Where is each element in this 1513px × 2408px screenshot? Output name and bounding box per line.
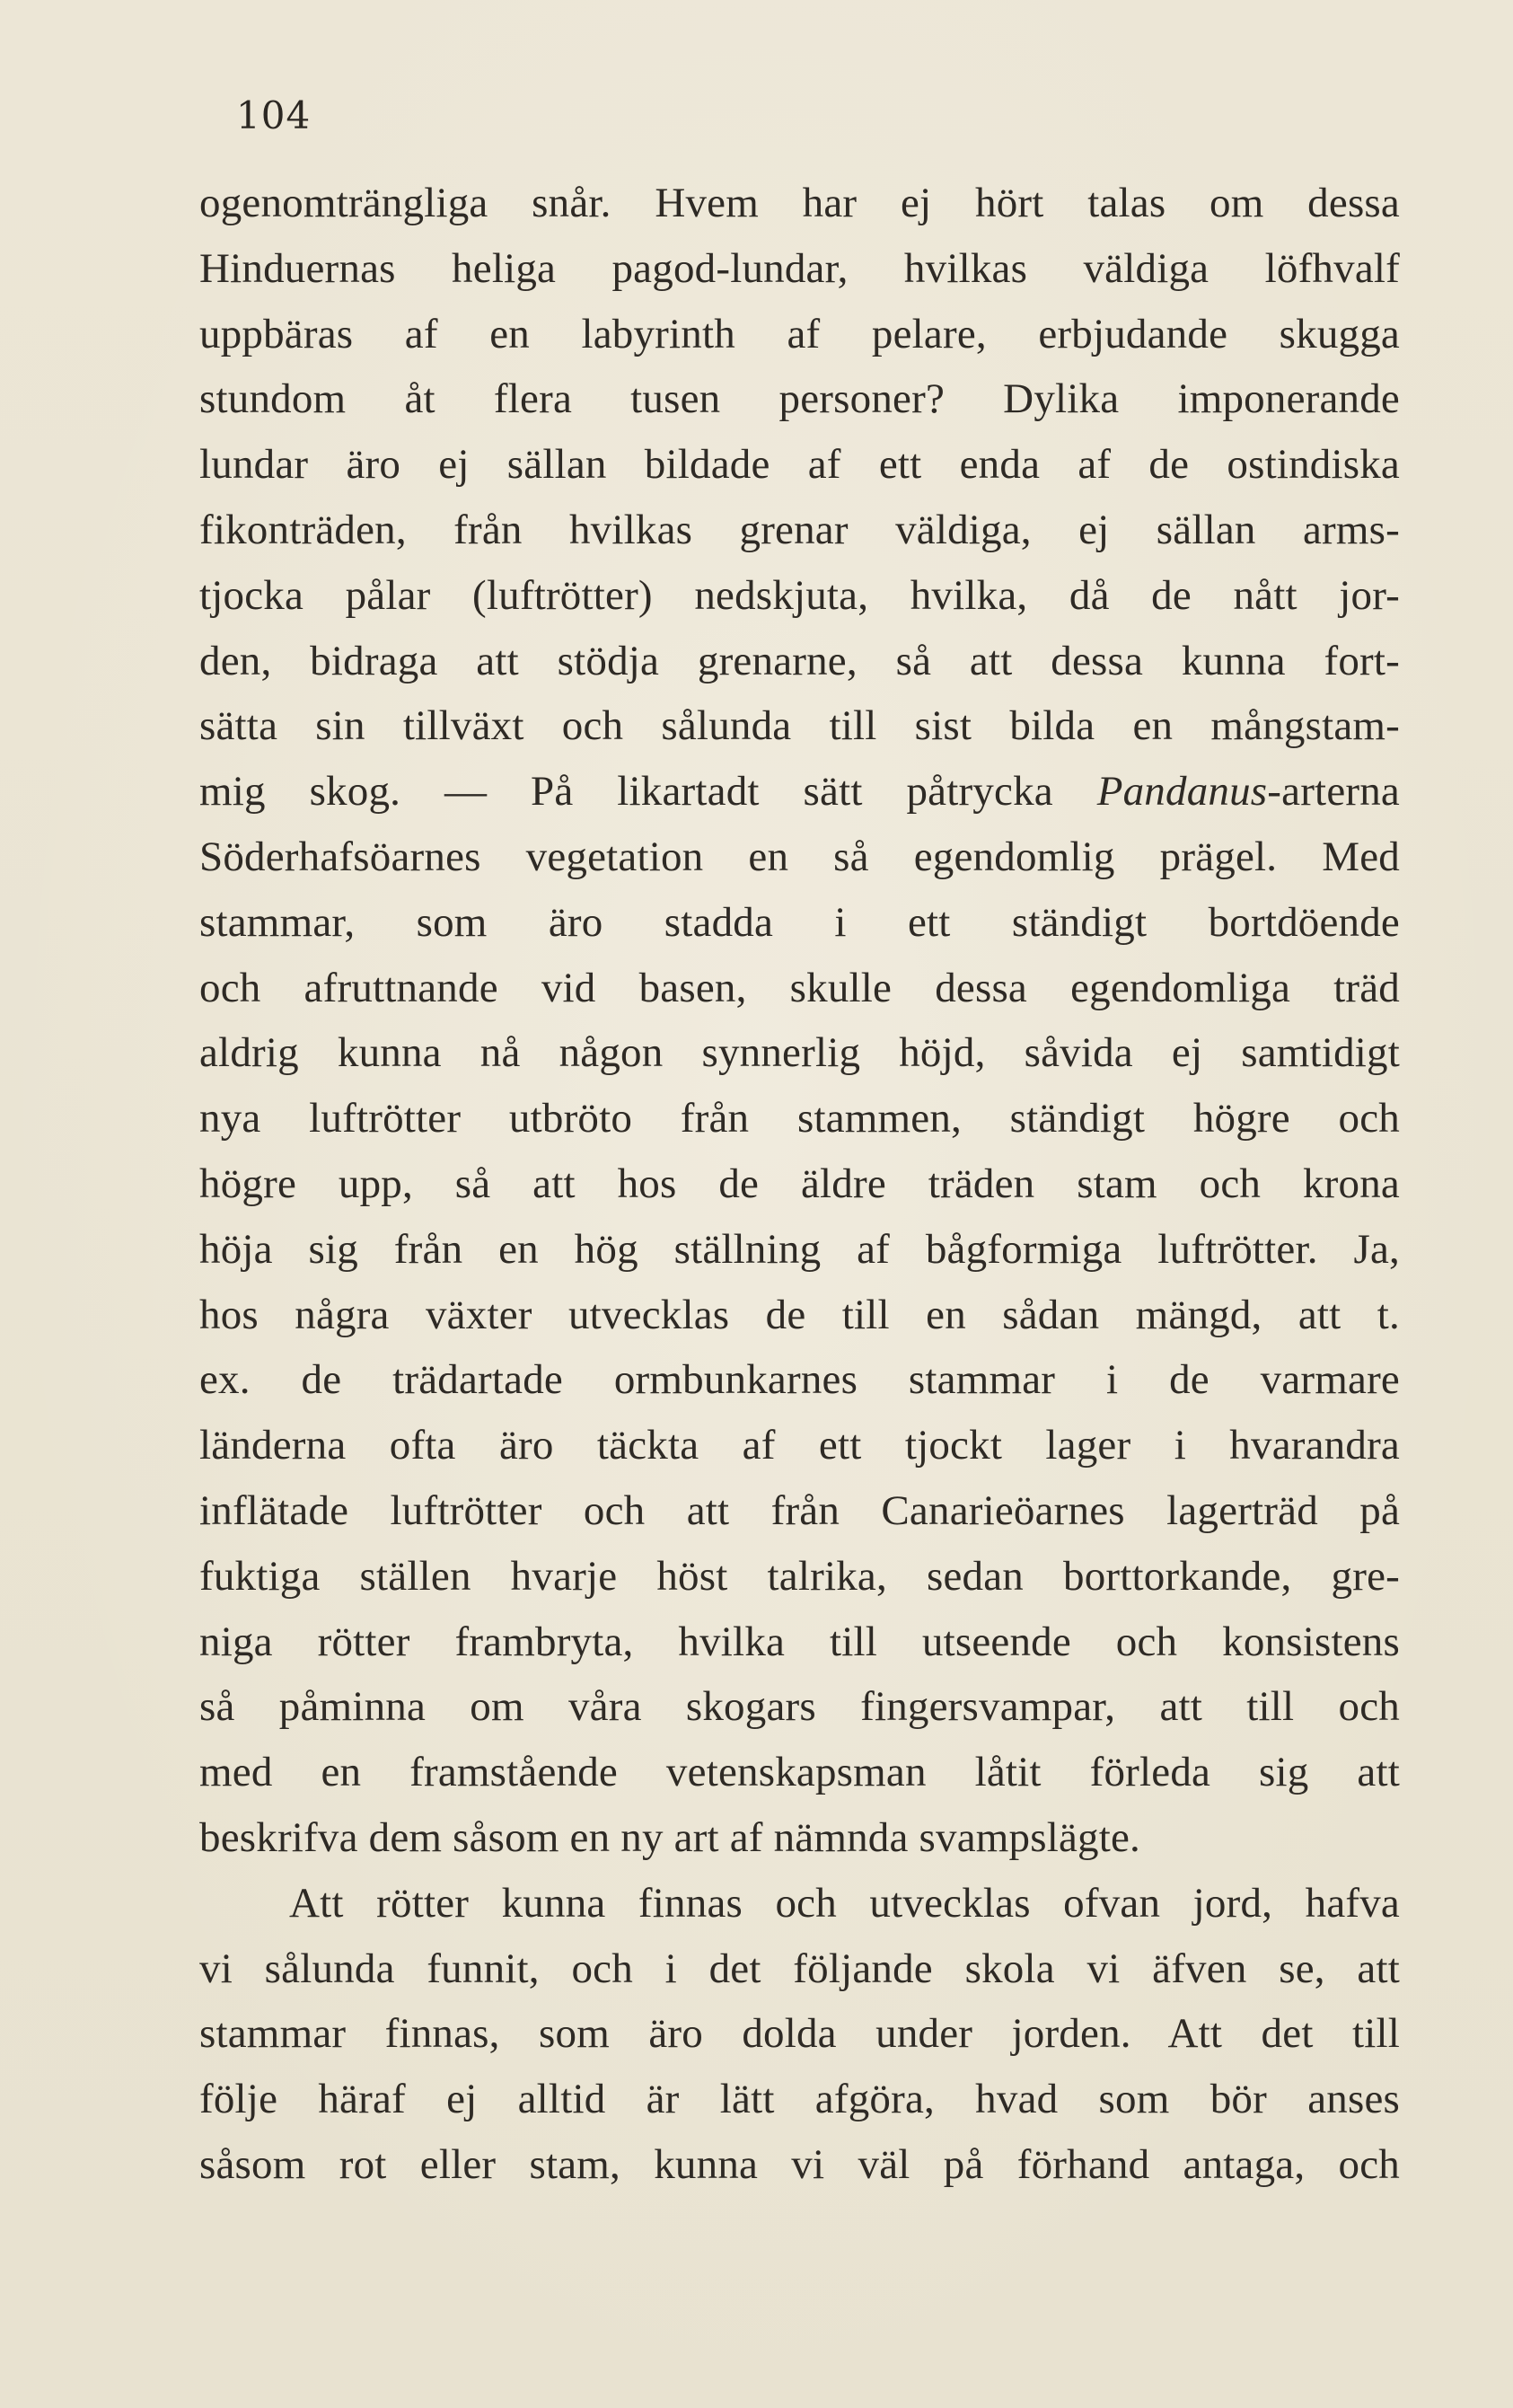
text-line: nya luftrötter utbröto från stammen, ständigt högre och	[199, 1095, 1400, 1142]
text-segment: mig skog. — På likartadt sätt påtrycka	[199, 768, 1097, 816]
text-line: inflätade luftrötter och att från Canarieöarnes lagerträd på	[199, 1487, 1400, 1534]
text-line: den, bidraga att stödja grenarne, så att dessa kunna fort-	[199, 637, 1400, 684]
text-line: fuktiga ställen hvarje höst talrika, sedan borttorkande, gre-	[199, 1552, 1400, 1600]
text-line: stammar, som äro stadda i ett ständigt bortdöende	[199, 898, 1400, 946]
text-line: tjocka pålar (luftrötter) nedskjuta, hvilka, då de nått jor-	[199, 571, 1400, 619]
text-line: beskrifva dem såsom en ny art af nämnda svampslägte.	[199, 1814, 1141, 1861]
text-line: stammar finnas, som äro dolda under jorden. Att det till	[199, 2010, 1400, 2058]
text-line: så påminna om våra skogars fingersvampar, att till och	[199, 1683, 1400, 1731]
text-line-with-italic	[199, 759, 1400, 825]
text-line: ogenomträngliga snår. Hvem har ej hört talas om dessa	[199, 180, 1400, 226]
text-line: stundom åt flera tusen personer? Dylika imponerande	[199, 375, 1400, 423]
text-line: med en framstående vetenskapsman låtit förleda sig att	[199, 1749, 1400, 1796]
text-line: aldrig kunna nå någon synnerlig höjd, såvida ej samtidigt	[199, 1029, 1400, 1077]
text-line: ex. de trädartade ormbunkarnes stammar i de varmare	[199, 1356, 1400, 1404]
text-line: länderna ofta äro täckta af ett tjockt lager i hvarandra	[199, 1422, 1400, 1469]
italic-genus-name: Pandanus	[1096, 768, 1268, 816]
text-line: högre upp, så att hos de äldre träden stam och krona	[199, 1160, 1400, 1207]
text-line: fikonträden, från hvilkas grenar väldiga, ej sällan arms-	[199, 507, 1400, 553]
text-line: lundar äro ej sällan bildade af ett enda af de ostindiska	[199, 441, 1400, 489]
text-line: såsom rot eller stam, kunna vi väl på förhand antaga, och	[199, 2141, 1400, 2188]
text-line: uppbäras af en labyrinth af pelare, erbjudande skugga	[199, 310, 1400, 357]
text-line: vi sålunda funnit, och i det följande skola vi äfven se, att	[199, 1945, 1400, 1992]
text-line: Hinduernas heliga pagod-lundar, hvilkas väldiga löfhvalf	[199, 244, 1400, 292]
text-line: niga rötter frambryta, hvilka till utseende och konsistens	[199, 1618, 1400, 1665]
text-line: höja sig från en hög ställning af bågformiga luftrötter. Ja,	[199, 1225, 1400, 1273]
text-segment: -arterna	[1267, 768, 1400, 816]
text-line: sätta sin tillväxt och sålunda till sist bilda en mångstam-	[199, 702, 1400, 750]
text-line: följe häraf ej alltid är lätt afgöra, hvad som bör anses	[199, 2076, 1400, 2123]
page-number: 104	[236, 93, 312, 137]
text-line: Söderhafsöarnes vegetation en så egendomlig prägel. Med	[199, 834, 1400, 880]
text-line: hos några växter utvecklas de till en sådan mängd, att t.	[199, 1291, 1400, 1338]
text-line: och afruttnande vid basen, skulle dessa egendomliga träd	[199, 964, 1400, 1011]
paragraph-first-line: Att rötter kunna finnas och utvecklas ofvan jord, hafva	[289, 1879, 1400, 1927]
